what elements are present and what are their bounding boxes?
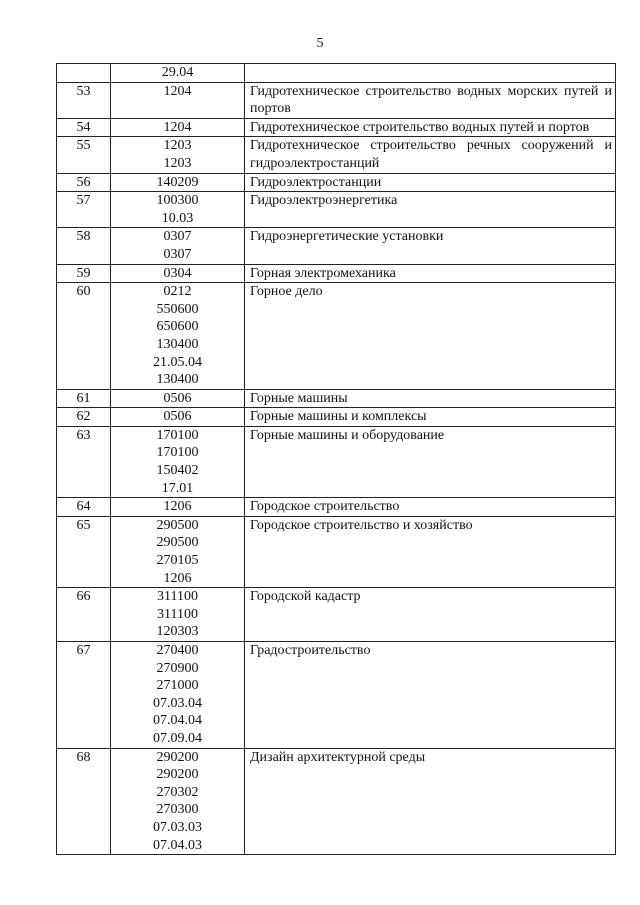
code-value: 0307 bbox=[163, 246, 192, 262]
code-value: 07.03.03 bbox=[153, 819, 202, 835]
specialty-name: Горные машины bbox=[245, 389, 616, 408]
specialty-name: Горная электромеханика bbox=[245, 264, 616, 283]
code-value: 150402 bbox=[156, 463, 199, 479]
code-cell bbox=[111, 118, 245, 137]
specialty-name: Горное дело bbox=[245, 283, 616, 390]
row-number: 67 bbox=[57, 642, 111, 749]
specialty-name: Гидроэлектростанции bbox=[245, 173, 616, 192]
code-value: 170100 bbox=[156, 427, 199, 443]
row-number: 68 bbox=[57, 748, 111, 855]
specialty-name: Дизайн архитектурной среды bbox=[245, 748, 616, 855]
code-value: 0506 bbox=[163, 409, 192, 425]
code-value: 290200 bbox=[156, 767, 199, 783]
table-row bbox=[57, 748, 616, 855]
code-cell bbox=[111, 389, 245, 408]
specialty-name: Городское строительство и хозяйство bbox=[245, 516, 616, 587]
row-number: 60 bbox=[57, 283, 111, 390]
code-value: 311100 bbox=[157, 589, 198, 605]
code-cell bbox=[111, 228, 245, 264]
table-row bbox=[57, 228, 616, 264]
table-row bbox=[57, 588, 616, 642]
code-value: 1206 bbox=[163, 499, 192, 515]
code-cell bbox=[111, 283, 245, 390]
code-value: 1204 bbox=[163, 83, 192, 99]
code-value: 270300 bbox=[156, 802, 199, 818]
row-number: 61 bbox=[57, 389, 111, 408]
specialty-name: Гидротехническое строительство речных сооружений и гидроэлектростанций bbox=[245, 137, 616, 173]
specialty-name: Гидротехническое строительство водных путей и портов bbox=[245, 118, 616, 137]
specialty-name: Городское строительство bbox=[245, 498, 616, 517]
row-number: 63 bbox=[57, 426, 111, 497]
row-number: 66 bbox=[57, 588, 111, 642]
code-value: 100300 bbox=[156, 193, 199, 209]
specialty-name: Гидроэнергетические установки bbox=[245, 228, 616, 264]
code-value: 1204 bbox=[163, 119, 192, 135]
code-value: 1206 bbox=[163, 570, 192, 586]
row-number: 56 bbox=[57, 173, 111, 192]
code-value: 270105 bbox=[156, 553, 199, 569]
row-number: 55 bbox=[57, 137, 111, 173]
table-row bbox=[57, 426, 616, 497]
code-cell bbox=[111, 82, 245, 118]
table-row bbox=[57, 192, 616, 228]
code-cell bbox=[111, 426, 245, 497]
code-cell bbox=[111, 516, 245, 587]
row-number: 58 bbox=[57, 228, 111, 264]
code-value: 07.09.04 bbox=[153, 730, 202, 746]
code-value: 290200 bbox=[156, 749, 199, 765]
code-value: 270400 bbox=[156, 643, 199, 658]
code-cell bbox=[111, 192, 245, 228]
code-cell bbox=[111, 173, 245, 192]
code-value: 21.05.04 bbox=[153, 354, 202, 370]
code-cell bbox=[111, 588, 245, 642]
code-cell bbox=[111, 64, 245, 83]
code-value: 1203 bbox=[163, 138, 192, 154]
row-number: 54 bbox=[57, 118, 111, 137]
table-body bbox=[57, 64, 616, 855]
row-number: 65 bbox=[57, 516, 111, 587]
code-value: 650600 bbox=[156, 319, 199, 335]
page-number: 5 bbox=[316, 36, 324, 51]
code-value: 0304 bbox=[163, 265, 192, 281]
code-cell bbox=[111, 498, 245, 517]
code-cell bbox=[111, 264, 245, 283]
row-number bbox=[57, 64, 111, 83]
code-value: 271000 bbox=[156, 678, 199, 694]
code-value: 270302 bbox=[156, 784, 199, 800]
code-value: 120303 bbox=[156, 624, 199, 640]
code-value: 07.03.04 bbox=[153, 695, 202, 711]
row-number: 64 bbox=[57, 498, 111, 517]
code-value: 270900 bbox=[156, 660, 199, 676]
code-value: 290500 bbox=[156, 535, 199, 551]
table-row bbox=[57, 516, 616, 587]
code-cell bbox=[111, 748, 245, 855]
code-cell bbox=[111, 137, 245, 173]
table-row bbox=[57, 118, 616, 137]
code-value: 29.04 bbox=[161, 65, 194, 80]
specialty-name: Горные машины и оборудование bbox=[245, 426, 616, 497]
code-value: 130400 bbox=[156, 372, 199, 388]
table-row bbox=[57, 64, 616, 83]
specialty-name bbox=[245, 64, 616, 83]
table-row bbox=[57, 642, 616, 749]
code-value: 550600 bbox=[156, 301, 199, 317]
code-value: 07.04.04 bbox=[153, 713, 202, 729]
code-value: 17.01 bbox=[161, 480, 194, 496]
row-number: 62 bbox=[57, 408, 111, 427]
code-value: 10.03 bbox=[161, 210, 194, 226]
table-row bbox=[57, 389, 616, 408]
specialty-name: Гидротехническое строительство водных морских путей и портов bbox=[245, 82, 616, 118]
specialty-name: Горные машины и комплексы bbox=[245, 408, 616, 427]
specialties-table bbox=[56, 63, 616, 855]
table-row bbox=[57, 82, 616, 118]
code-cell bbox=[111, 642, 245, 749]
table-row bbox=[57, 173, 616, 192]
code-value: 290500 bbox=[156, 517, 199, 533]
specialty-name: Городской кадастр bbox=[245, 588, 616, 642]
code-value: 170100 bbox=[156, 445, 199, 461]
code-value: 1203 bbox=[163, 155, 192, 171]
specialty-name: Градостроительство bbox=[245, 642, 616, 749]
table-row bbox=[57, 283, 616, 390]
table-row bbox=[57, 264, 616, 283]
table-row bbox=[57, 498, 616, 517]
code-value: 07.04.03 bbox=[153, 837, 202, 853]
table-row bbox=[57, 408, 616, 427]
code-value: 311100 bbox=[157, 606, 198, 622]
code-value: 130400 bbox=[156, 336, 199, 352]
row-number: 53 bbox=[57, 82, 111, 118]
code-cell bbox=[111, 408, 245, 427]
code-value: 0506 bbox=[163, 390, 192, 406]
row-number: 57 bbox=[57, 192, 111, 228]
table-row bbox=[57, 137, 616, 173]
row-number: 59 bbox=[57, 264, 111, 283]
code-value: 0307 bbox=[163, 229, 192, 245]
code-value: 0212 bbox=[163, 284, 192, 300]
specialty-name: Гидроэлектроэнергетика bbox=[245, 192, 616, 228]
code-value: 140209 bbox=[156, 174, 199, 190]
